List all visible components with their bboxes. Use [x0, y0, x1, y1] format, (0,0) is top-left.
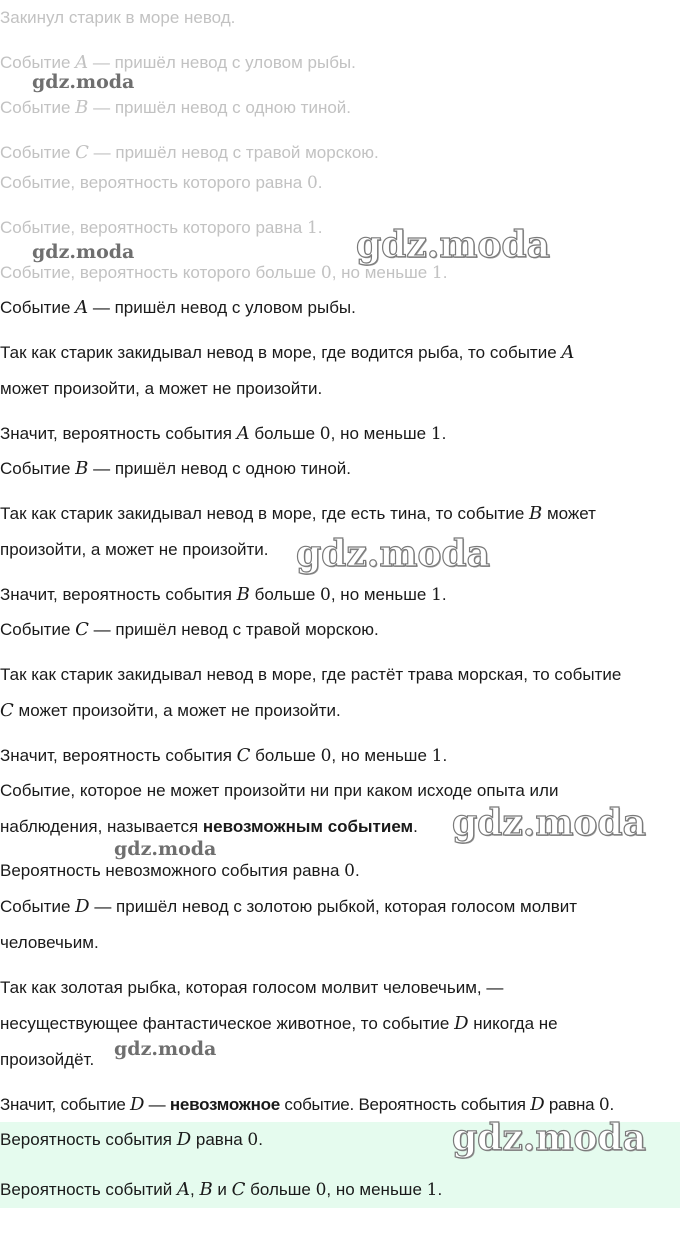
- solution-line: Вероятность невозможного события равна 0.: [0, 861, 360, 881]
- watermark: gdz.moda: [356, 224, 550, 266]
- solution-line: Событие C — пришёл невод с травой морскою.: [0, 619, 379, 640]
- solution-line: Значит, вероятность события C больше 0, но меньше 1.: [0, 745, 448, 766]
- solution-line: произойти, а может не произойти.: [0, 540, 269, 559]
- watermark: gdz.moda: [452, 802, 646, 844]
- question-line: Событие, вероятность которого равна 1.: [0, 218, 323, 238]
- solution-line: несуществующее фантастическое животное, то событие D никогда не: [0, 1013, 558, 1034]
- question-line: Событие B — пришёл невод с одною тиной.: [0, 97, 352, 118]
- solution-line: Значит, событие D — невозможное событие. Вероятность события D равна 0.: [0, 1094, 614, 1115]
- answer-line: Вероятность события D равна 0.: [0, 1129, 263, 1150]
- solution-line: Так как старик закидывал невод в море, где водится рыба, то событие A: [0, 342, 575, 363]
- solution-line: Значит, вероятность события B больше 0, но меньше 1.: [0, 584, 447, 605]
- solution-line: наблюдения, называется невозможным событием.: [0, 817, 418, 836]
- solution-line: C может произойти, а может не произойти.: [0, 700, 341, 721]
- solution-line: Событие B — пришёл невод с одною тиной.: [0, 458, 352, 479]
- question-line: Событие, вероятность которого больше 0, но меньше 1.: [0, 263, 448, 283]
- question-line: Событие, вероятность которого равна 0.: [0, 173, 323, 193]
- solution-line: может произойти, а может не произойти.: [0, 379, 323, 398]
- watermark: gdz.moda: [114, 838, 217, 860]
- question-line: Событие C — пришёл невод с травой морскою.: [0, 142, 379, 163]
- solution-line: Так как старик закидывал невод в море, где есть тина, то событие B может: [0, 503, 596, 524]
- watermark: gdz.moda: [32, 71, 135, 93]
- solution-line: Так как золотая рыбка, которая голосом молвит человечьим, —: [0, 978, 504, 997]
- solution-line: Событие, которое не может произойти ни при каком исходе опыта или: [0, 781, 559, 800]
- question-line: Событие A — пришёл невод с уловом рыбы.: [0, 52, 356, 73]
- watermark: gdz.moda: [296, 533, 490, 575]
- watermark: gdz.moda: [452, 1117, 646, 1159]
- watermark: gdz.moda: [32, 241, 135, 263]
- solution-line: Событие D — пришёл невод с золотою рыбкой, которая голосом молвит: [0, 896, 578, 917]
- solution-line: произойдёт.: [0, 1050, 95, 1069]
- solution-line: Значит, вероятность события A больше 0, но меньше 1.: [0, 423, 447, 444]
- solution-line: человечьим.: [0, 933, 99, 952]
- solution-line: Событие A — пришёл невод с уловом рыбы.: [0, 297, 356, 318]
- answer-line: Вероятность событий A, B и C больше 0, но меньше 1.: [0, 1179, 443, 1200]
- solution-line: Так как старик закидывал невод в море, где растёт трава морская, то событие: [0, 665, 622, 684]
- watermark: gdz.moda: [114, 1038, 217, 1060]
- question-line: Закинул старик в море невод.: [0, 8, 236, 27]
